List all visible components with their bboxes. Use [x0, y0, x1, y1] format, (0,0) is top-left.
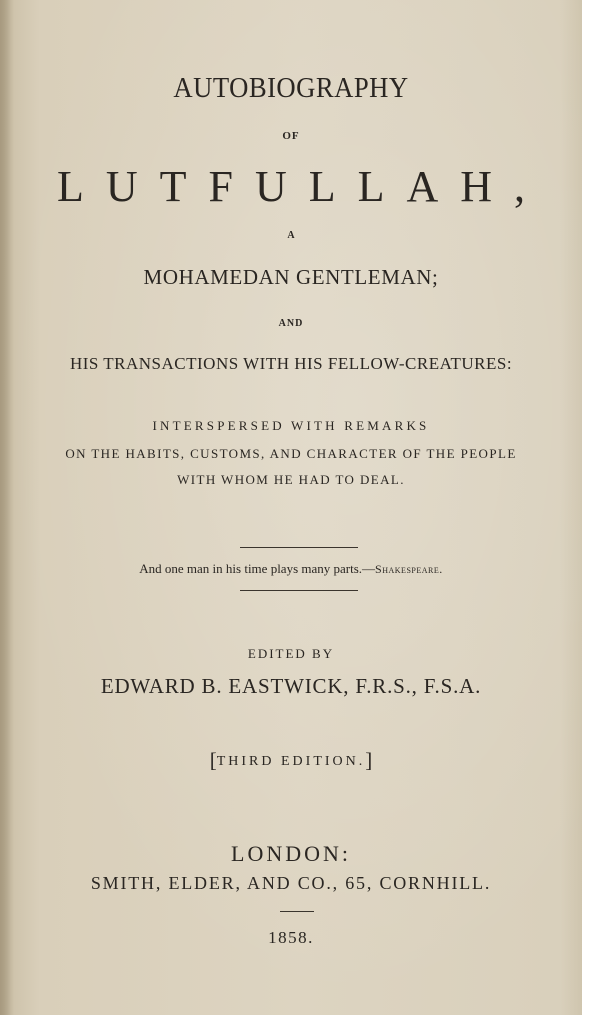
edition-text: THIRD EDITION. [216, 754, 366, 769]
edited-by-label: EDITED BY [247, 646, 335, 661]
rule-below-epigraph [240, 590, 358, 591]
title-word-of: OF [282, 130, 300, 142]
rule-above-epigraph [240, 547, 358, 548]
imprint-year: 1858. [268, 928, 314, 947]
imprint-place: LONDON: [231, 841, 351, 866]
epigraph-text: And one man in his time plays many parts.— [139, 561, 376, 576]
subtitle-line-3: WITH WHOM HE HAD TO DEAL. [177, 472, 405, 487]
title-word-a: A [287, 230, 295, 241]
title-word-and: AND [278, 318, 304, 329]
title-line-autobiography: AUTOBIOGRAPHY [173, 72, 409, 104]
rule-above-year [280, 911, 314, 912]
edition-open-bracket: [ [209, 748, 217, 772]
editor-name: EDWARD B. EASTWICK, F.R.S., F.S.A. [100, 674, 482, 698]
title-line-mohamedan: MOHAMEDAN GENTLEMAN; [143, 265, 439, 289]
title-line-transactions: HIS TRANSACTIONS WITH HIS FELLOW-CREATURES: [69, 354, 513, 373]
subtitle-line-2: ON THE HABITS, CUSTOMS, AND CHARACTER OF THE PEOPLE [65, 446, 517, 461]
epigraph [0, 561, 582, 577]
title-name: LUTFULLAH, [56, 162, 548, 211]
epigraph-author: Shakespeare. [375, 562, 443, 576]
subtitle-line-1: INTERSPERSED WITH REMARKS [152, 418, 430, 433]
imprint-publisher: SMITH, ELDER, AND CO., 65, CORNHILL. [90, 873, 492, 893]
edition-close-bracket: ] [365, 748, 373, 772]
edition-statement [0, 748, 582, 773]
